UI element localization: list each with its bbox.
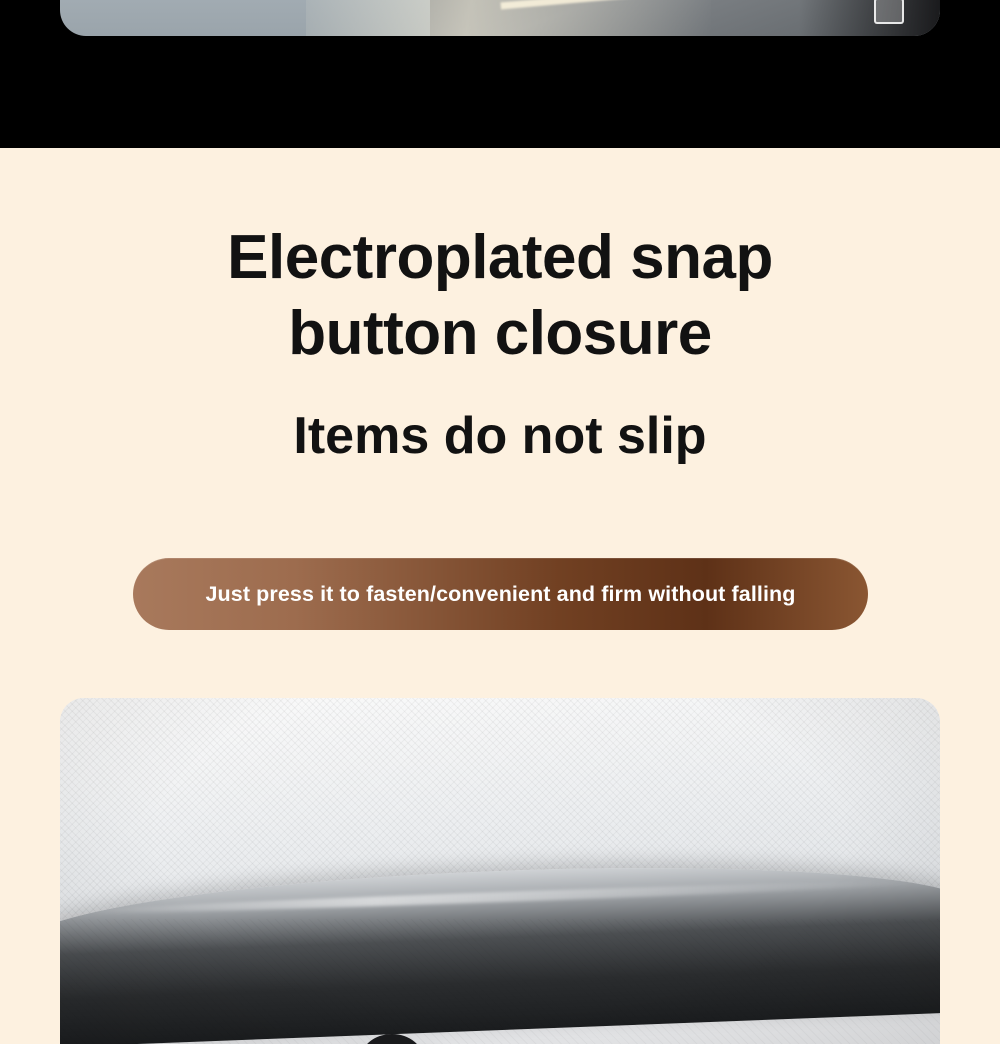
driving-scene-photo (60, 0, 940, 36)
content-panel (0, 148, 1000, 1044)
headline-line-1: Electroplated snap (227, 223, 773, 292)
page-subtitle: Items do not slip (293, 407, 707, 465)
photo-sun-glare (306, 0, 711, 36)
top-image-strip (0, 0, 1000, 148)
photo-dark-edge (799, 0, 940, 36)
photo-badge-icon (874, 0, 904, 24)
feature-ribbon-banner (133, 558, 868, 630)
photo-vignette (60, 698, 940, 1044)
headline-line-2: button closure (288, 299, 712, 368)
product-closeup-photo (60, 698, 940, 1044)
page-title (0, 220, 1000, 372)
feature-ribbon-text: Just press it to fasten/convenient and firm without falling (205, 581, 796, 606)
